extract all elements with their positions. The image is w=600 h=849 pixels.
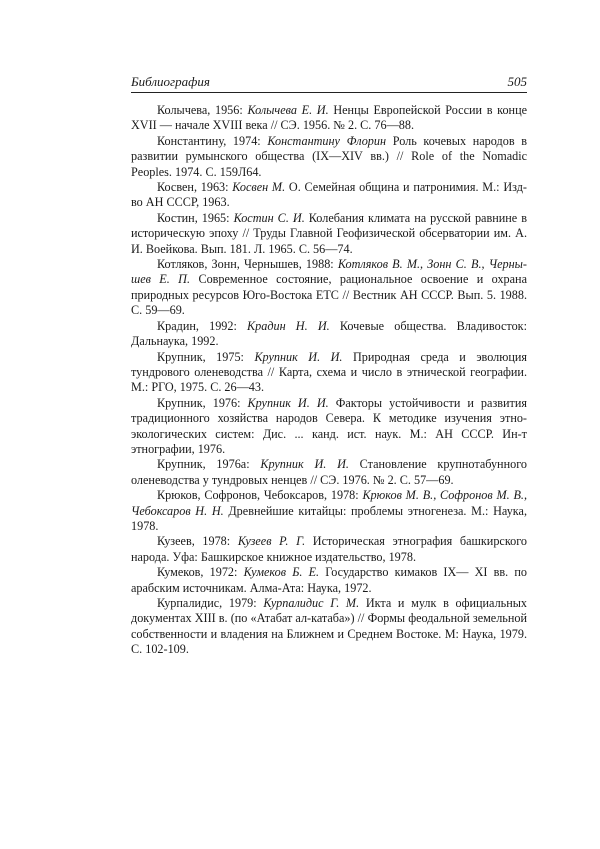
bibliography-entry [131,103,527,134]
entry-title-and-source: Икта и мулк в официальных документах XIII в. (по «Атабат ал-катаба») // Формы феодальной земельной собственности и владения на Ближнем и Среднем Востоке. М: Наука, 1979. С. 102-109. [131,596,528,657]
entry-title-and-source: Государство кимаков IX— XI вв. по арабским источникам. Алма-Ата: Наука, 1972. [131,565,527,595]
entry-citation-key: Колычева, 1956: [157,103,248,117]
entry-citation-key: Крупник, 1976: [157,395,248,410]
entry-citation-key: Кузеев, 1978: [157,534,238,549]
running-head [131,74,527,93]
entry-title-and-source: Древнейшие китайцы: проблемы этногенеза. М.: Наука, 1978. [131,503,527,533]
bibliography-entry [131,257,527,319]
bibliography-entry [131,488,527,534]
entry-title-and-source: Колебания климата на русской равнине в историческую эпоху // Труды Главной Геофизической обсерватории им. А. И. Воейкова. Вып. 181. Л. 1965. С. 56—74. [131,210,527,256]
entry-authors: Крупник И. И. [254,349,343,364]
bibliography-entry [131,180,527,211]
entry-authors: Колычева Е. И. [247,103,329,117]
entry-title-and-source: Кочевые общества. Владивосток: Дальнаука, 1992. [131,318,527,349]
entry-citation-key: Котляков, Зонн, Чернышев, 1988: [157,257,338,272]
entry-title-and-source: Ненцы Европейской России в конце XVII — начале XVIII века // СЭ. 1956. № 2. С. 76—88. [131,103,528,133]
entry-citation-key: Костин, 1965: [157,210,234,225]
bibliography-entry [131,396,527,458]
entry-citation-key: Крюков, Софронов, Чебоксаров, 1978: [157,488,363,503]
bibliography-list [131,103,527,658]
entry-title-and-source: Природная среда и эволюция тундрового оленеводства // Карта, схема и число в этнической географии. М.: РГО, 1975. С. 26—43. [131,349,527,395]
entry-citation-key: Кумеков, 1972: [157,565,244,580]
bibliography-entry [131,534,527,565]
bibliography-entry [131,457,527,488]
entry-citation-key: Крупник, 1976а: [157,457,261,472]
entry-title-and-source: Историческая этнография башкирского народа. Уфа: Башкирское книжное издательство, 1978. [131,534,528,564]
bibliography-entry [131,350,527,396]
entry-authors: Курпалидис Г. М. [263,596,360,610]
entry-authors: Крюков М. В., Софронов М. В., Чебоксаров Н. Н. [131,488,527,518]
entry-authors: Крупник И. И. [260,457,349,472]
bibliography-entry [131,134,527,180]
entry-authors: Котляков В. М., Зонн С. В., Черны-шев Е. П. [131,257,527,287]
entry-authors: Костин С. И. [233,210,305,225]
bibliography-entry [131,596,527,658]
entry-title-and-source: Факторы устойчивости и развития традиционного хозяйства народов Севера. К методике изучения этно-экологических систем: Дис. ... канд. ист. наук. М.: АН СССР. Ин-т этнографии, 1976. [131,395,527,456]
entry-title-and-source: О. Семейная община и патронимия. М.: Изд-во АН СССР, 1963. [131,180,527,210]
bibliography-entry [131,319,527,350]
page-number: 505 [507,74,527,89]
entry-citation-key: Крупник, 1975: [157,349,255,364]
entry-citation-key: Курпалидис, 1979: [157,596,264,610]
entry-title-and-source: Становление крупнотабунного оленеводства у тундровых ненцев // СЭ. 1976. № 2. С. 57—69. [131,457,527,487]
entry-authors: Крупник И. И. [247,395,329,410]
entry-citation-key: Константину, 1974: [157,133,268,148]
bibliography-entry [131,211,527,257]
entry-authors: Крадин Н. И. [247,318,330,333]
entry-title-and-source: Роль кочевых народов в развитии румынского общества (IX—XIV вв.) // Role of the Nomadic Peoples. 1974. С. 159Л64. [131,133,527,179]
entry-authors: Кумеков Б. Е. [243,565,320,580]
entry-authors: Константину Флорин [267,133,387,148]
entry-citation-key: Крадин, 1992: [157,318,248,333]
entry-citation-key: Косвен, 1963: [157,180,233,195]
running-head-section-title: Библиография [131,74,210,89]
entry-authors: Кузеев Р. Г. [237,534,306,549]
entry-authors: Косвен М. [232,180,286,195]
entry-title-and-source: Современное состояние, рациональное освоение и охрана природных ресурсов Юго-Востока ЕТС // Вестник АН СССР. Вып. 5. 1988. С. 59—69. [131,272,527,318]
bibliography-entry [131,565,527,596]
